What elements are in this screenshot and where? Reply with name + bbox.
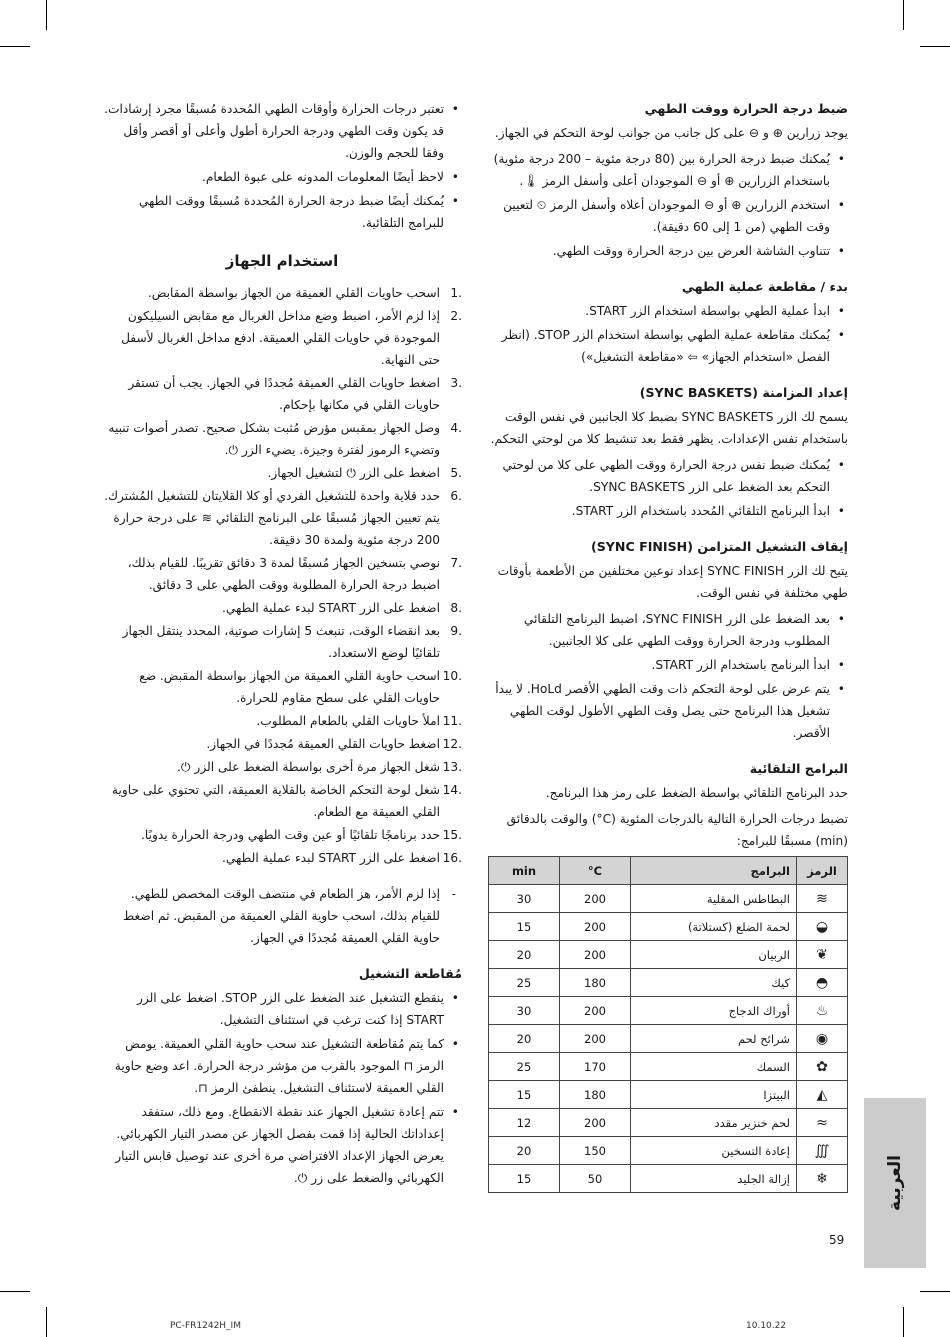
temp-value: 200 (560, 941, 631, 969)
step-item (102, 417, 462, 461)
time-value: 20 (489, 941, 560, 969)
step-number: 9. (450, 624, 462, 638)
fries-icon: ≋ (797, 885, 848, 913)
crop-mark (0, 46, 30, 47)
step-item (102, 620, 462, 664)
step-text: اضغط على الزر ⏻ لتشغيل الجهاز. (267, 466, 440, 480)
list-item: • يُمكنك أيضًا ضبط درجة الحرارة المُحددة مُسبقًا ووقت الطهي للبرامج التلقائية. (102, 190, 444, 234)
header-icon: الرمز (797, 857, 848, 885)
list-item: • تتم إعادة تشغيل الجهاز عند نقطة الانقطاع. ومع ذلك، ستفقد إعداداتك الحالية إذا قمت بفصل الجهاز عن مصدر التيار الكهربائي. يعرض الجهاز الإعداد الافتراضي مرة أخرى عند توصيل قابس التيار الكهربائي والضغط على زر ⏻. (102, 1101, 444, 1189)
step-number: 5. (450, 466, 462, 480)
crop-mark (0, 1291, 30, 1292)
start-stop-section (488, 276, 848, 368)
table-body (489, 885, 848, 1193)
program-name: شرائح لحم (631, 1025, 797, 1053)
time-value: 15 (489, 1165, 560, 1193)
table-row (489, 969, 848, 997)
step-item (102, 847, 462, 869)
program-name: كيك (631, 969, 797, 997)
step-text: شغل لوحة التحكم الخاصة بالقلاية العميقة، التي تحتوي على حاوية القلي العميقة مع الطعام. (111, 783, 440, 819)
steak-icon: ◒ (797, 913, 848, 941)
list-item: • كما يتم مُقاطعة التشغيل عند سحب حاوية القلي العميقة. يومض الرمز ⊓ الموجود بالقرب من مؤشر درجة الحرارة. اعد وضع حاوية القلي العميقة لاستئناف التشغيل. ينطفئ الرمز ⊓. (102, 1033, 444, 1099)
step-text: حدد قلاية واحدة للتشغيل الفردي أو كلا القلايتان للتشغيل المُشترك. يتم تعيين الجهاز مُسبقًا على البرنامج التلقائي ≋ على درجة حرارة 200 درجة مئوية ولمدة 30 دقيقة. (104, 489, 440, 547)
section-intro: يتيح لك الزر SYNC FINISH إعداد نوعين مختلفين من الأطعمة بأوقات طهي مختلفة في نفس الوقت. (497, 564, 848, 600)
step-number: 10. (442, 669, 462, 683)
drumstick-icon: ♨ (797, 997, 848, 1025)
step-item (102, 372, 462, 416)
footer-model: PC-FR1242H_IM (170, 1321, 241, 1331)
language-tab (864, 1098, 926, 1268)
step-number: 6. (450, 489, 462, 503)
list-item: • تتناوب الشاشة العرض بين درجة الحرارة ووقت الطهي. (488, 240, 830, 262)
table-row (489, 885, 848, 913)
step-number: 3. (450, 376, 462, 390)
time-value: 20 (489, 1025, 560, 1053)
step-number: 7. (450, 556, 462, 570)
shrimp-icon: ❦ (797, 941, 848, 969)
section-title: ضبط درجة الحرارة ووقت الطهي (644, 101, 848, 116)
step-text: وصل الجهاز بمقبس مؤرض مُثبت بشكل صحيح. تصدر أصوات تنبيه وتضيء الرموز لفترة وجيزة. يضيء الزر ⏻. (108, 421, 440, 457)
step-item (102, 597, 462, 619)
step-text: اضغط على الزر START لبدء عملية الطهي. (221, 851, 440, 865)
table-row (489, 913, 848, 941)
temp-value: 150 (560, 1137, 631, 1165)
step-item (102, 665, 462, 709)
chop-icon: ◉ (797, 1025, 848, 1053)
header-program: البرامج (631, 857, 797, 885)
crop-mark (920, 46, 950, 47)
temp-value: 170 (560, 1053, 631, 1081)
table-row (489, 1137, 848, 1165)
crop-mark (920, 1291, 950, 1292)
temp-time-section (488, 98, 848, 262)
sync-finish-section (488, 536, 848, 744)
pizza-icon: ◭ (797, 1081, 848, 1109)
program-name: لحم خنزير مقدد (631, 1109, 797, 1137)
notes-list (102, 98, 462, 234)
reheat-icon: ∭ (797, 1137, 848, 1165)
bacon-icon: ≈ (797, 1109, 848, 1137)
step-text: شغل الجهاز مرة أخرى بواسطة الضغط على الزر ⏻. (177, 760, 440, 774)
step-number: 4. (450, 421, 462, 435)
step-number: 12. (442, 737, 462, 751)
bullet-list (102, 987, 462, 1189)
language-tab-label: العربية (885, 1154, 905, 1212)
page-number: 59 (829, 1233, 845, 1247)
step-text: اضغط حاويات القلي العميقة مُجددًا في الجهاز. يجب أن تستقر حاويات القلي في مكانها بإحكام. (128, 376, 440, 412)
list-item: • لاحظ أيضًا المعلومات المدونه على عبوة الطعام. (102, 166, 444, 188)
step-number: 15. (442, 828, 462, 842)
program-name: البيتزا (631, 1081, 797, 1109)
section-title: مُقاطعة التشغيل (358, 966, 462, 981)
step-item (102, 733, 462, 755)
section-title: إعداد المزامنة (SYNC BASKETS) (639, 385, 848, 400)
crop-mark (46, 1307, 47, 1337)
list-item: • استخدم الزرارين ⊕ أو ⊖ الموجودان أعلاه وأسفل الرمز ⏲ لتعيين وقت الطهي (من 1 إلى 60 دقيقة). (488, 194, 830, 238)
usage-title: استخدام الجهاز (225, 252, 339, 270)
step-number: 2. (450, 309, 462, 323)
step-number: 8. (450, 601, 462, 615)
section-text: حدد البرنامج التلقائي بواسطة الضغط على رمز هذا البرنامج. (545, 786, 848, 800)
sync-baskets-section (488, 382, 848, 522)
time-value: 25 (489, 1053, 560, 1081)
temp-value: 50 (560, 1165, 631, 1193)
list-item: • ابدأ البرنامج التلقائي المُحدد باستخدام الزر START. (488, 500, 830, 522)
list-item: • بعد الضغط على الزر SYNC FINISH، اضبط البرنامج التلقائي المطلوب ودرجة الحرارة ووقت الطهي على كلا الجانبين. (488, 608, 830, 652)
program-name: السمك (631, 1053, 797, 1081)
header-time: min (489, 857, 560, 885)
bullet-list (488, 148, 848, 262)
cake-icon: ◓ (797, 969, 848, 997)
step-item (102, 710, 462, 732)
crop-mark (46, 0, 47, 30)
table-row (489, 1081, 848, 1109)
temp-value: 200 (560, 1025, 631, 1053)
table-row (489, 1025, 848, 1053)
list-item: • يتم عرض على لوحة التحكم ذات وقت الطهي الأقصر HoLd. لا يبدأ تشغيل هذا البرنامج حتى يصل وقت الطهي الأطول لوقت الطهي الأقصر. (488, 678, 830, 744)
step-item (102, 282, 462, 304)
step-item (102, 756, 462, 778)
step-number: 11. (442, 714, 462, 728)
temp-value: 200 (560, 913, 631, 941)
left-column (102, 98, 462, 1203)
programs-section (488, 758, 848, 1193)
program-name: إعادة التسخين (631, 1137, 797, 1165)
step-number: 1. (450, 286, 462, 300)
time-value: 15 (489, 1081, 560, 1109)
steps-list (102, 282, 462, 869)
table-row (489, 1165, 848, 1193)
step-text: نوصي بتسخين الجهاز مُسبقًا لمدة 3 دقائق تقريبًا. للقيام بذلك، اضبط درجة الحرارة المطلوبة ووقت الطهي على 3 دقائق. (127, 556, 440, 592)
time-value: 30 (489, 997, 560, 1025)
list-item: • ينقطع التشغيل عند الضغط على الزر STOP. اضغط على الزر START إذا كنت ترغب في استئناف التشغيل. (102, 987, 444, 1031)
temp-value: 200 (560, 997, 631, 1025)
dash-note: - إذا لزم الأمر، هز الطعام في منتصف الوقت المخصص للطهي. للقيام بذلك، اسحب حاوية القلي العميقة من المقبض. ثم اضغط حاوية القلي العميقة مُجددًا في الجهاز. (102, 883, 462, 949)
step-number: 13. (442, 760, 462, 774)
step-text: اسحب حاوية القلي العميقة من الجهاز بواسطة المقبض. ضع حاويات القلي على سطح مقاوم للحرارة. (139, 669, 440, 705)
interrupt-section (102, 963, 462, 1189)
table-row (489, 941, 848, 969)
table-header-row (489, 857, 848, 885)
table-row (489, 1053, 848, 1081)
step-item (102, 824, 462, 846)
step-item (102, 779, 462, 823)
time-value: 25 (489, 969, 560, 997)
step-item (102, 552, 462, 596)
header-temp: C° (560, 857, 631, 885)
step-number: 16. (442, 851, 462, 865)
temp-value: 180 (560, 969, 631, 997)
list-item: • يُمكنك ضبط نفس درجة الحرارة ووقت الطهي على كلا من لوحتي التحكم بعد الضغط على الزر SYNC BASKETS. (488, 454, 830, 498)
section-intro: يسمح لك الزر SYNC BASKETS بضبط كلا الجانبين في نفس الوقت باستخدام نفس الإعدادات. يظهر فقط بعد تنشيط كلا من لوحتي التحكم. (490, 410, 848, 446)
programs-table (488, 856, 848, 1193)
crop-mark (903, 0, 904, 30)
bullet-list (488, 300, 848, 368)
list-item: • ابدأ البرنامج باستخدام الزر START. (488, 654, 830, 676)
program-name: الربيان (631, 941, 797, 969)
time-value: 12 (489, 1109, 560, 1137)
time-value: 15 (489, 913, 560, 941)
section-title: البرامج التلقائية (749, 761, 848, 776)
fish-icon: ✿ (797, 1053, 848, 1081)
section-text: تضبط درجات الحرارة التالية بالدرجات المئوية (C°) والوقت بالدقائق (min) مسبقًا للبرامج: (506, 812, 848, 848)
temp-value: 200 (560, 1109, 631, 1137)
time-value: 30 (489, 885, 560, 913)
crop-mark (903, 1307, 904, 1337)
defrost-icon: ❄ (797, 1165, 848, 1193)
step-text: املأ حاويات القلي بالطعام المطلوب. (256, 714, 440, 728)
section-title: بدء / مقاطعة عملية الطهي (681, 279, 848, 294)
step-item (102, 305, 462, 371)
program-name: أوراك الدجاج (631, 997, 797, 1025)
list-item: • يُمكنك مقاطعة عملية الطهي بواسطة استخدام الزر STOP. (انظر الفصل «استخدام الجهاز» ⇦ «مقاطعة التشغيل») (488, 324, 830, 368)
temp-value: 180 (560, 1081, 631, 1109)
table-row (489, 997, 848, 1025)
temp-value: 200 (560, 885, 631, 913)
step-text: إذا لزم الأمر، اضبط وضع مداخل الغربال مع مقابض السيليكون الموجودة في حاويات القلي العميقة. ادفع مداخل الغربال لأسفل حتى النهاية. (121, 309, 440, 367)
step-text: بعد انقضاء الوقت، تنبعث 5 إشارات صوتية، المحدد ينتقل الجهاز تلقائيًا لوضع الاستعداد. (122, 624, 440, 660)
program-name: لحمة الضلع (كستلاتة) (631, 913, 797, 941)
section-intro: يوجد زرارين ⊕ و ⊖ على كل جانب من جوانب لوحة التحكم في الجهاز. (494, 126, 848, 140)
program-name: إزالة الجليد (631, 1165, 797, 1193)
step-text: اسحب حاويات القلي العميقة من الجهاز بواسطة المقابض. (147, 286, 440, 300)
right-column (488, 98, 848, 1193)
table-row (489, 1109, 848, 1137)
section-title: إيقاف التشغيل المتزامن (SYNC FINISH) (590, 539, 848, 554)
time-value: 20 (489, 1137, 560, 1165)
list-item: • تعتبر درجات الحرارة وأوقات الطهي المُحددة مُسبقًا مجرد إرشادات. قد يكون وقت الطهي ودرجة الحرارة أطول وأعلى أو أقصر وأقل وفقا للحجم والوزن. (102, 98, 444, 164)
step-text: حدد برنامجًا تلقائيًا أو عين وقت الطهي ودرجة الحرارة يدويًا. (141, 828, 440, 842)
bullet-list (488, 608, 848, 744)
step-text: اضغط حاويات القلي العميقة مُجددًا في الجهاز. (206, 737, 440, 751)
program-name: البطاطس المقلية (631, 885, 797, 913)
bullet-list (488, 454, 848, 522)
list-item: • ابدأ عملية الطهي بواسطة استخدام الزر START. (488, 300, 830, 322)
step-item (102, 462, 462, 484)
step-number: 14. (442, 783, 462, 797)
step-text: اضغط على الزر START لبدء عملية الطهي. (221, 601, 440, 615)
footer-date: 10.10.22 (746, 1321, 787, 1331)
step-item (102, 485, 462, 551)
list-item: • يُمكنك ضبط درجة الحرارة بين (80 درجة مئوية – 200 درجة مئوية) باستخدام الزرارين ⊕ أو ⊖ الموجودان أعلى وأسفل الرمز 🌡. (488, 148, 830, 192)
